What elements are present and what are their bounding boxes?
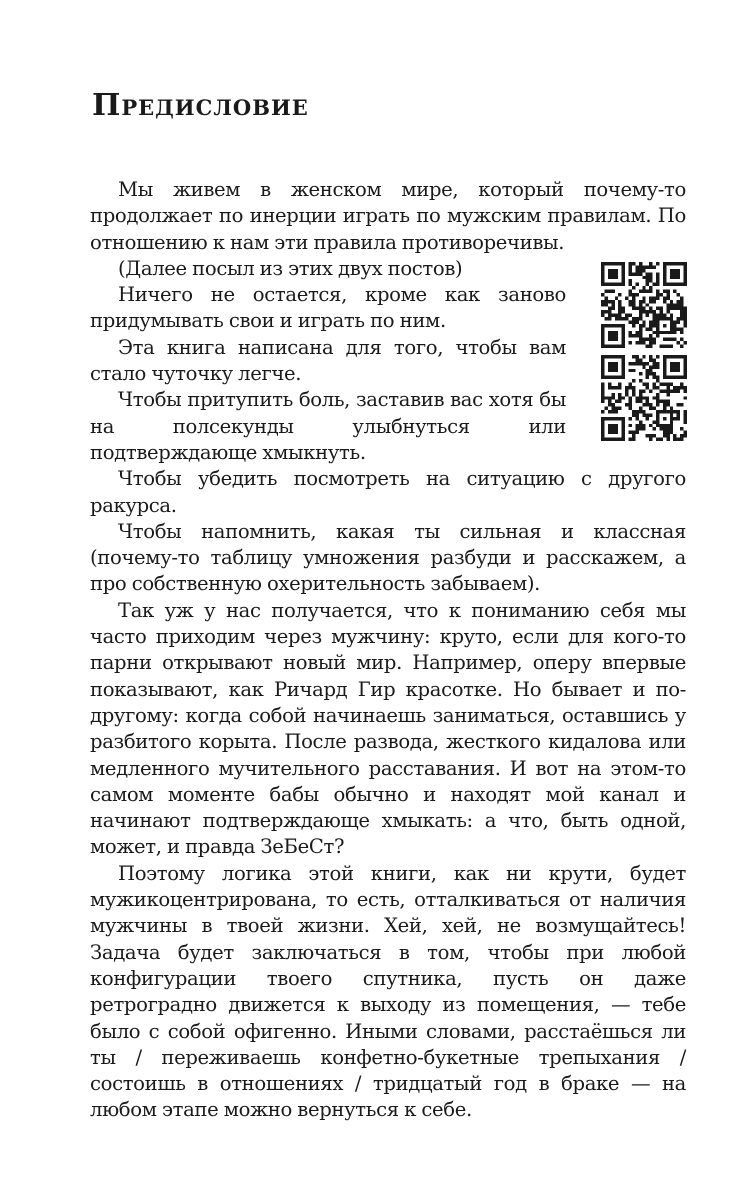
paragraph: Чтобы убедить посмотреть на ситуацию с другого ракурса. — [90, 467, 686, 517]
paragraph: Чтобы притупить боль, заставив вас хотя бы на полсекунды улыбнуться или подтверждающе хмыкнуть. — [90, 388, 566, 464]
paragraph: Мы живем в женском мире, который почему-то продолжает по инерции играть по мужским правилам. По отношению к нам эти правила противоречивы. — [90, 178, 686, 254]
paragraph: Поэтому логика этой книги, как ни крути, будет мужикоцентрирована, то есть, отталкиваться от наличия мужчины в твоей жизни. Хей, хей, не возмущайтесь! Задача будет заключаться в том, чтобы при любой конфигурации твоего спутника, пусть он даже ретроградно движется к выходу из помещения, — тебе было с собой офигенно. Иными словами, расстаёшься ли ты / переживаешь конфетно-букетные трепыхания / состоишь в отношениях / тридцатый год в браке — на любом этапе можно вернуться к себе. — [90, 861, 686, 1122]
paragraph: Эта книга написана для того, чтобы вам стало чуточку легче. — [90, 335, 566, 386]
paragraph: (Далее посыл из этих двух постов) — [118, 256, 463, 280]
qr-code-icon — [601, 262, 687, 348]
qr-code-icon — [601, 355, 687, 441]
body-text — [90, 177, 686, 1124]
paragraph: Так уж у нас получается, что к пониманию себя мы часто приходим через мужчину: круто, если для кого-то парни открывают новый мир. Например, оперу впервые показывают, как Ричард Гир красотке. Но бывает и по-другому: когда собой начинаешь заниматься, оставшись у разбитого корыта. После развода, жесткого кидалова или медленного мучительного расставания. И вот на этом-то самом моменте бабы обычно и находят мой канал и начинают подтверждающе хмыкать: а что, быть одной, может, и правда ЗеБеСт? — [90, 598, 686, 859]
page-title: Предисловие — [92, 88, 309, 123]
paragraph: Ничего не остается, кроме как заново придумывать свои и играть по ним. — [90, 283, 566, 333]
paragraph: Чтобы напомнить, какая ты сильная и классная (почему-то таблицу умножения разбуди и расскажем, а про собственную охерительность забываем). — [90, 519, 686, 596]
